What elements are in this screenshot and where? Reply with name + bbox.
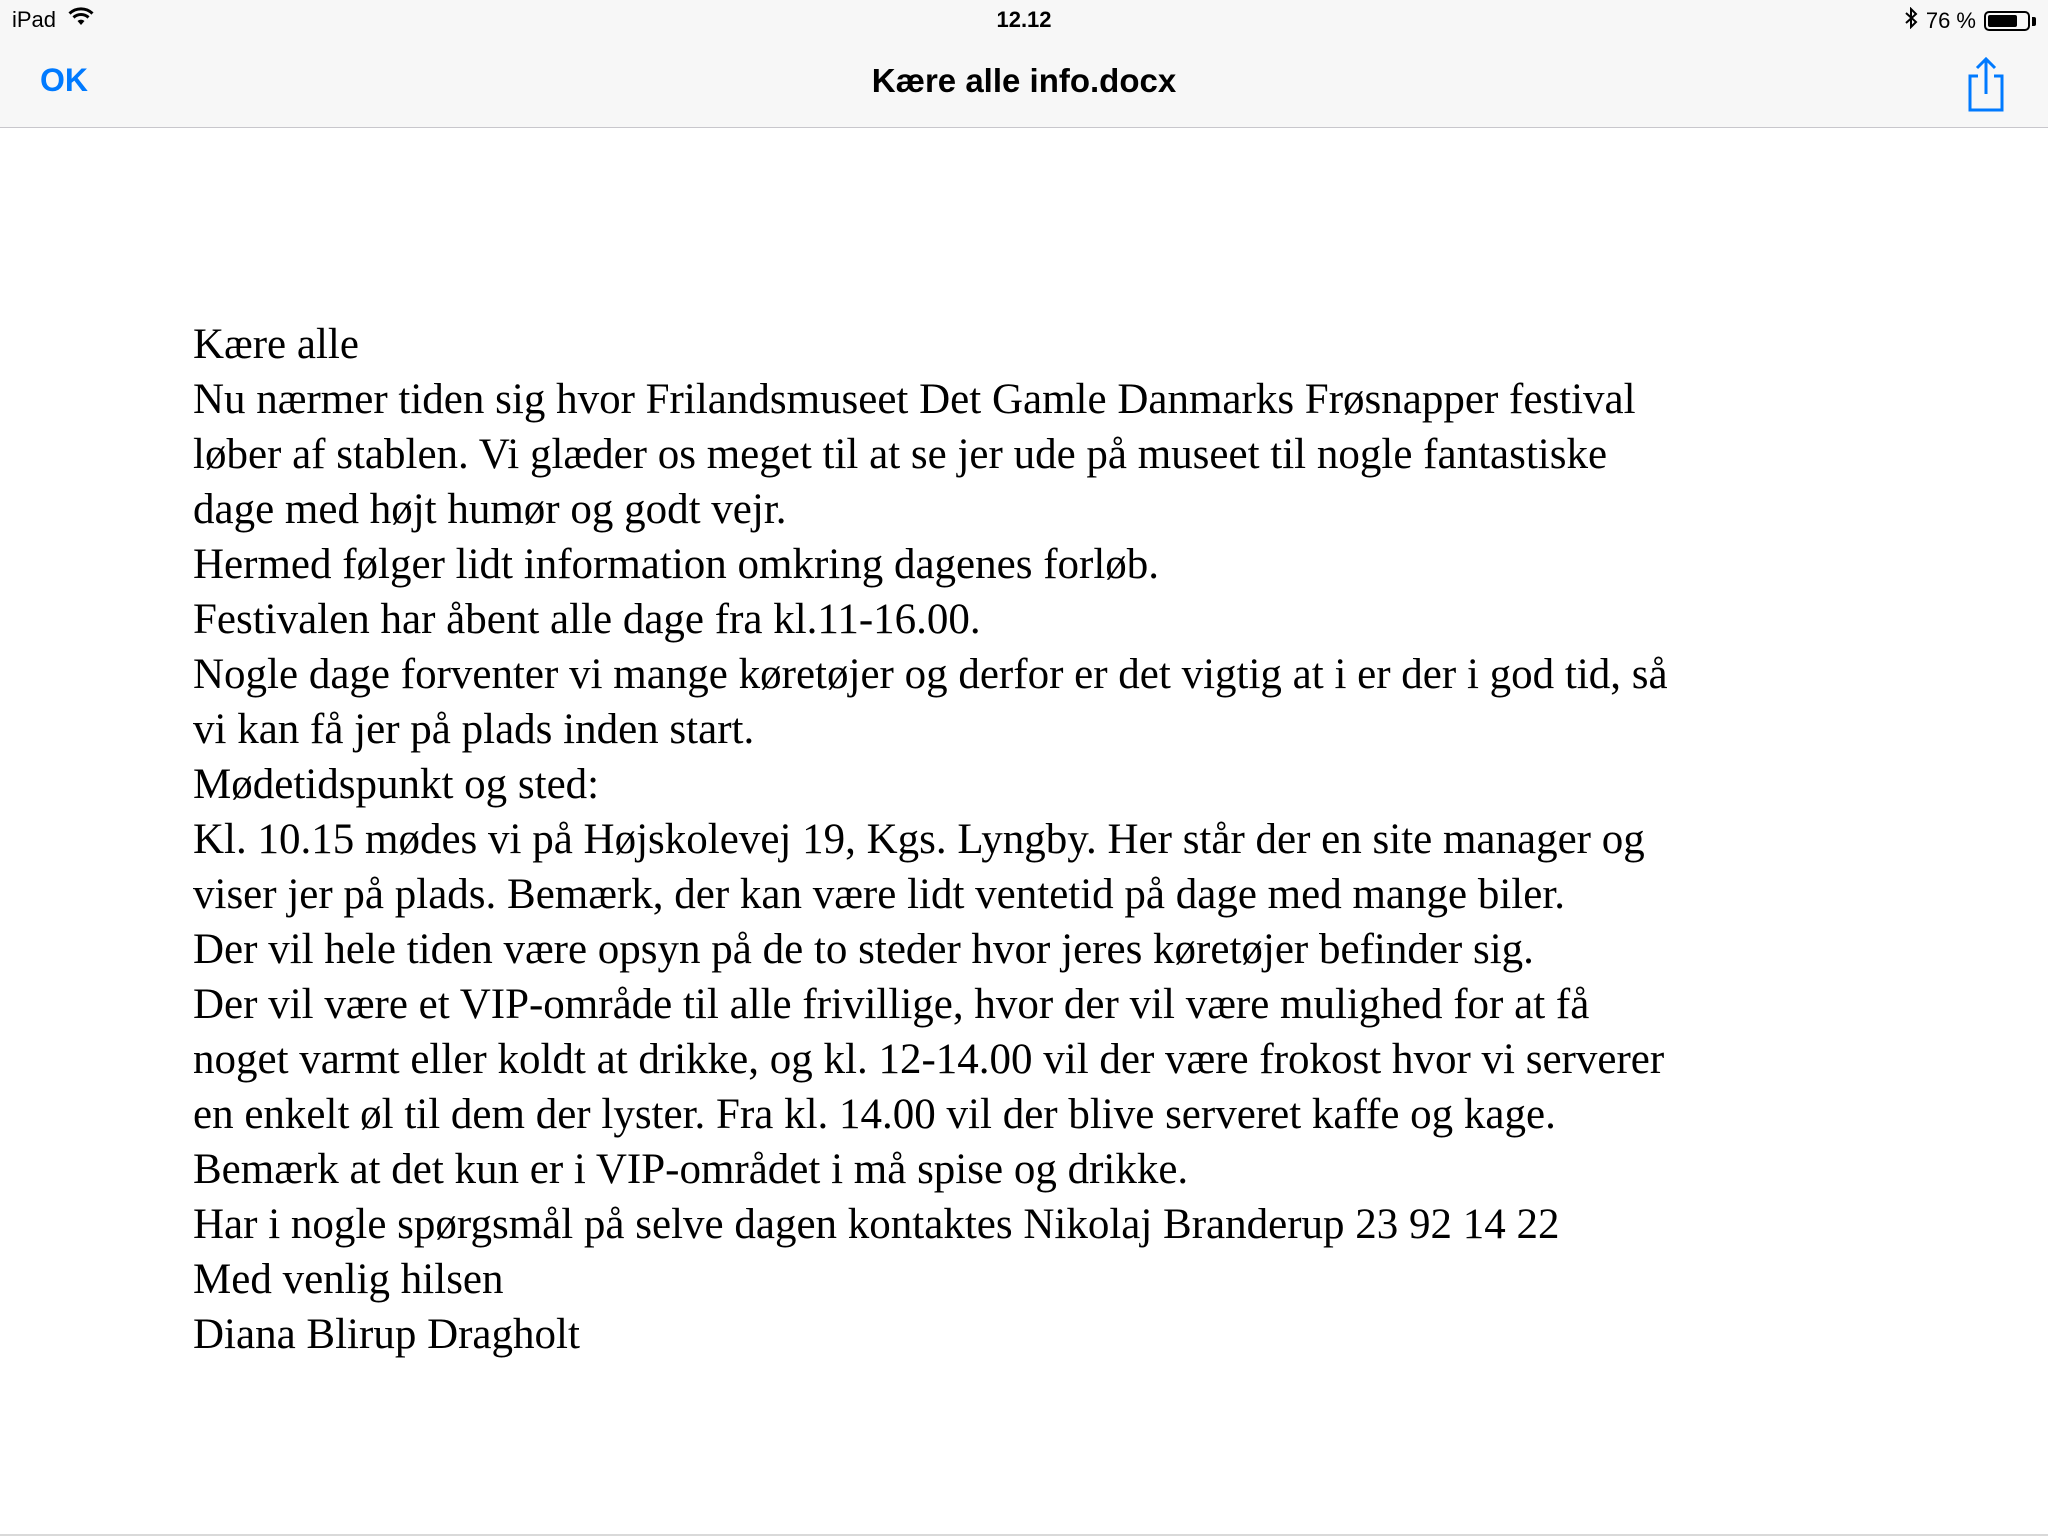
document-body xyxy=(193,317,1913,1362)
battery-cap xyxy=(2032,17,2036,26)
document-line: Nu nærmer tiden sig hvor Frilandsmuseet Det Gamle Danmarks Frøsnapper festival xyxy=(193,376,1636,423)
status-right xyxy=(1904,7,2036,35)
document-line: Der vil hele tiden være opsyn på de to steder hvor jeres køretøjer befinder sig. xyxy=(193,926,1534,973)
document-line: Diana Blirup Dragholt xyxy=(193,1311,580,1358)
document-line: løber af stablen. Vi glæder os meget til at se jer ude på museet til nogle fantastiske xyxy=(193,431,1608,478)
status-bar xyxy=(0,0,2048,40)
battery-icon xyxy=(1984,11,2030,31)
document-line: Med venlig hilsen xyxy=(193,1256,504,1303)
document-line: Bemærk at det kun er i VIP-området i må spise og drikke. xyxy=(193,1146,1189,1193)
document-line: Kære alle xyxy=(193,321,359,368)
ok-button[interactable]: OK xyxy=(40,62,88,98)
document-title: Kære alle info.docx xyxy=(871,62,1177,99)
status-time: 12.12 xyxy=(996,7,1052,32)
document-line: Nogle dage forventer vi mange køretøjer og derfor er det vigtig at i er der i god tid, så xyxy=(193,651,1668,698)
share-icon[interactable] xyxy=(1962,54,2010,114)
bluetooth-icon xyxy=(1904,7,1918,35)
document-line: Der vil være et VIP-område til alle frivillige, hvor der vil være mulighed for at få xyxy=(193,981,1590,1028)
document-line: Kl. 10.15 mødes vi på Højskolevej 19, Kgs. Lyngby. Her står der en site manager og xyxy=(193,816,1645,863)
document-line: viser jer på plads. Bemærk, der kan være lidt ventetid på dage med mange biler. xyxy=(193,871,1566,918)
document-line: Har i nogle spørgsmål på selve dagen kontaktes Nikolaj Branderup 23 92 14 22 xyxy=(193,1201,1560,1248)
document-line: vi kan få jer på plads inden start. xyxy=(193,706,755,753)
document-line: Mødetidspunkt og sted: xyxy=(193,761,600,808)
battery-fill xyxy=(1988,15,2017,27)
document-line: noget varmt eller koldt at drikke, og kl. 12-14.00 vil der være frokost hvor vi serverer xyxy=(193,1036,1665,1083)
document-line: dage med højt humør og godt vejr. xyxy=(193,486,787,533)
device-name: iPad xyxy=(12,7,57,32)
navigation-bar xyxy=(0,40,2048,128)
document-line: Hermed følger lidt information omkring dagenes forløb. xyxy=(193,541,1160,588)
document-line: Festivalen har åbent alle dage fra kl.11-16.00. xyxy=(193,596,981,643)
document-line: en enkelt øl til dem der lyster. Fra kl. 14.00 vil der blive serveret kaffe og kage. xyxy=(193,1091,1556,1138)
battery-percentage: 76 % xyxy=(1925,8,1976,33)
